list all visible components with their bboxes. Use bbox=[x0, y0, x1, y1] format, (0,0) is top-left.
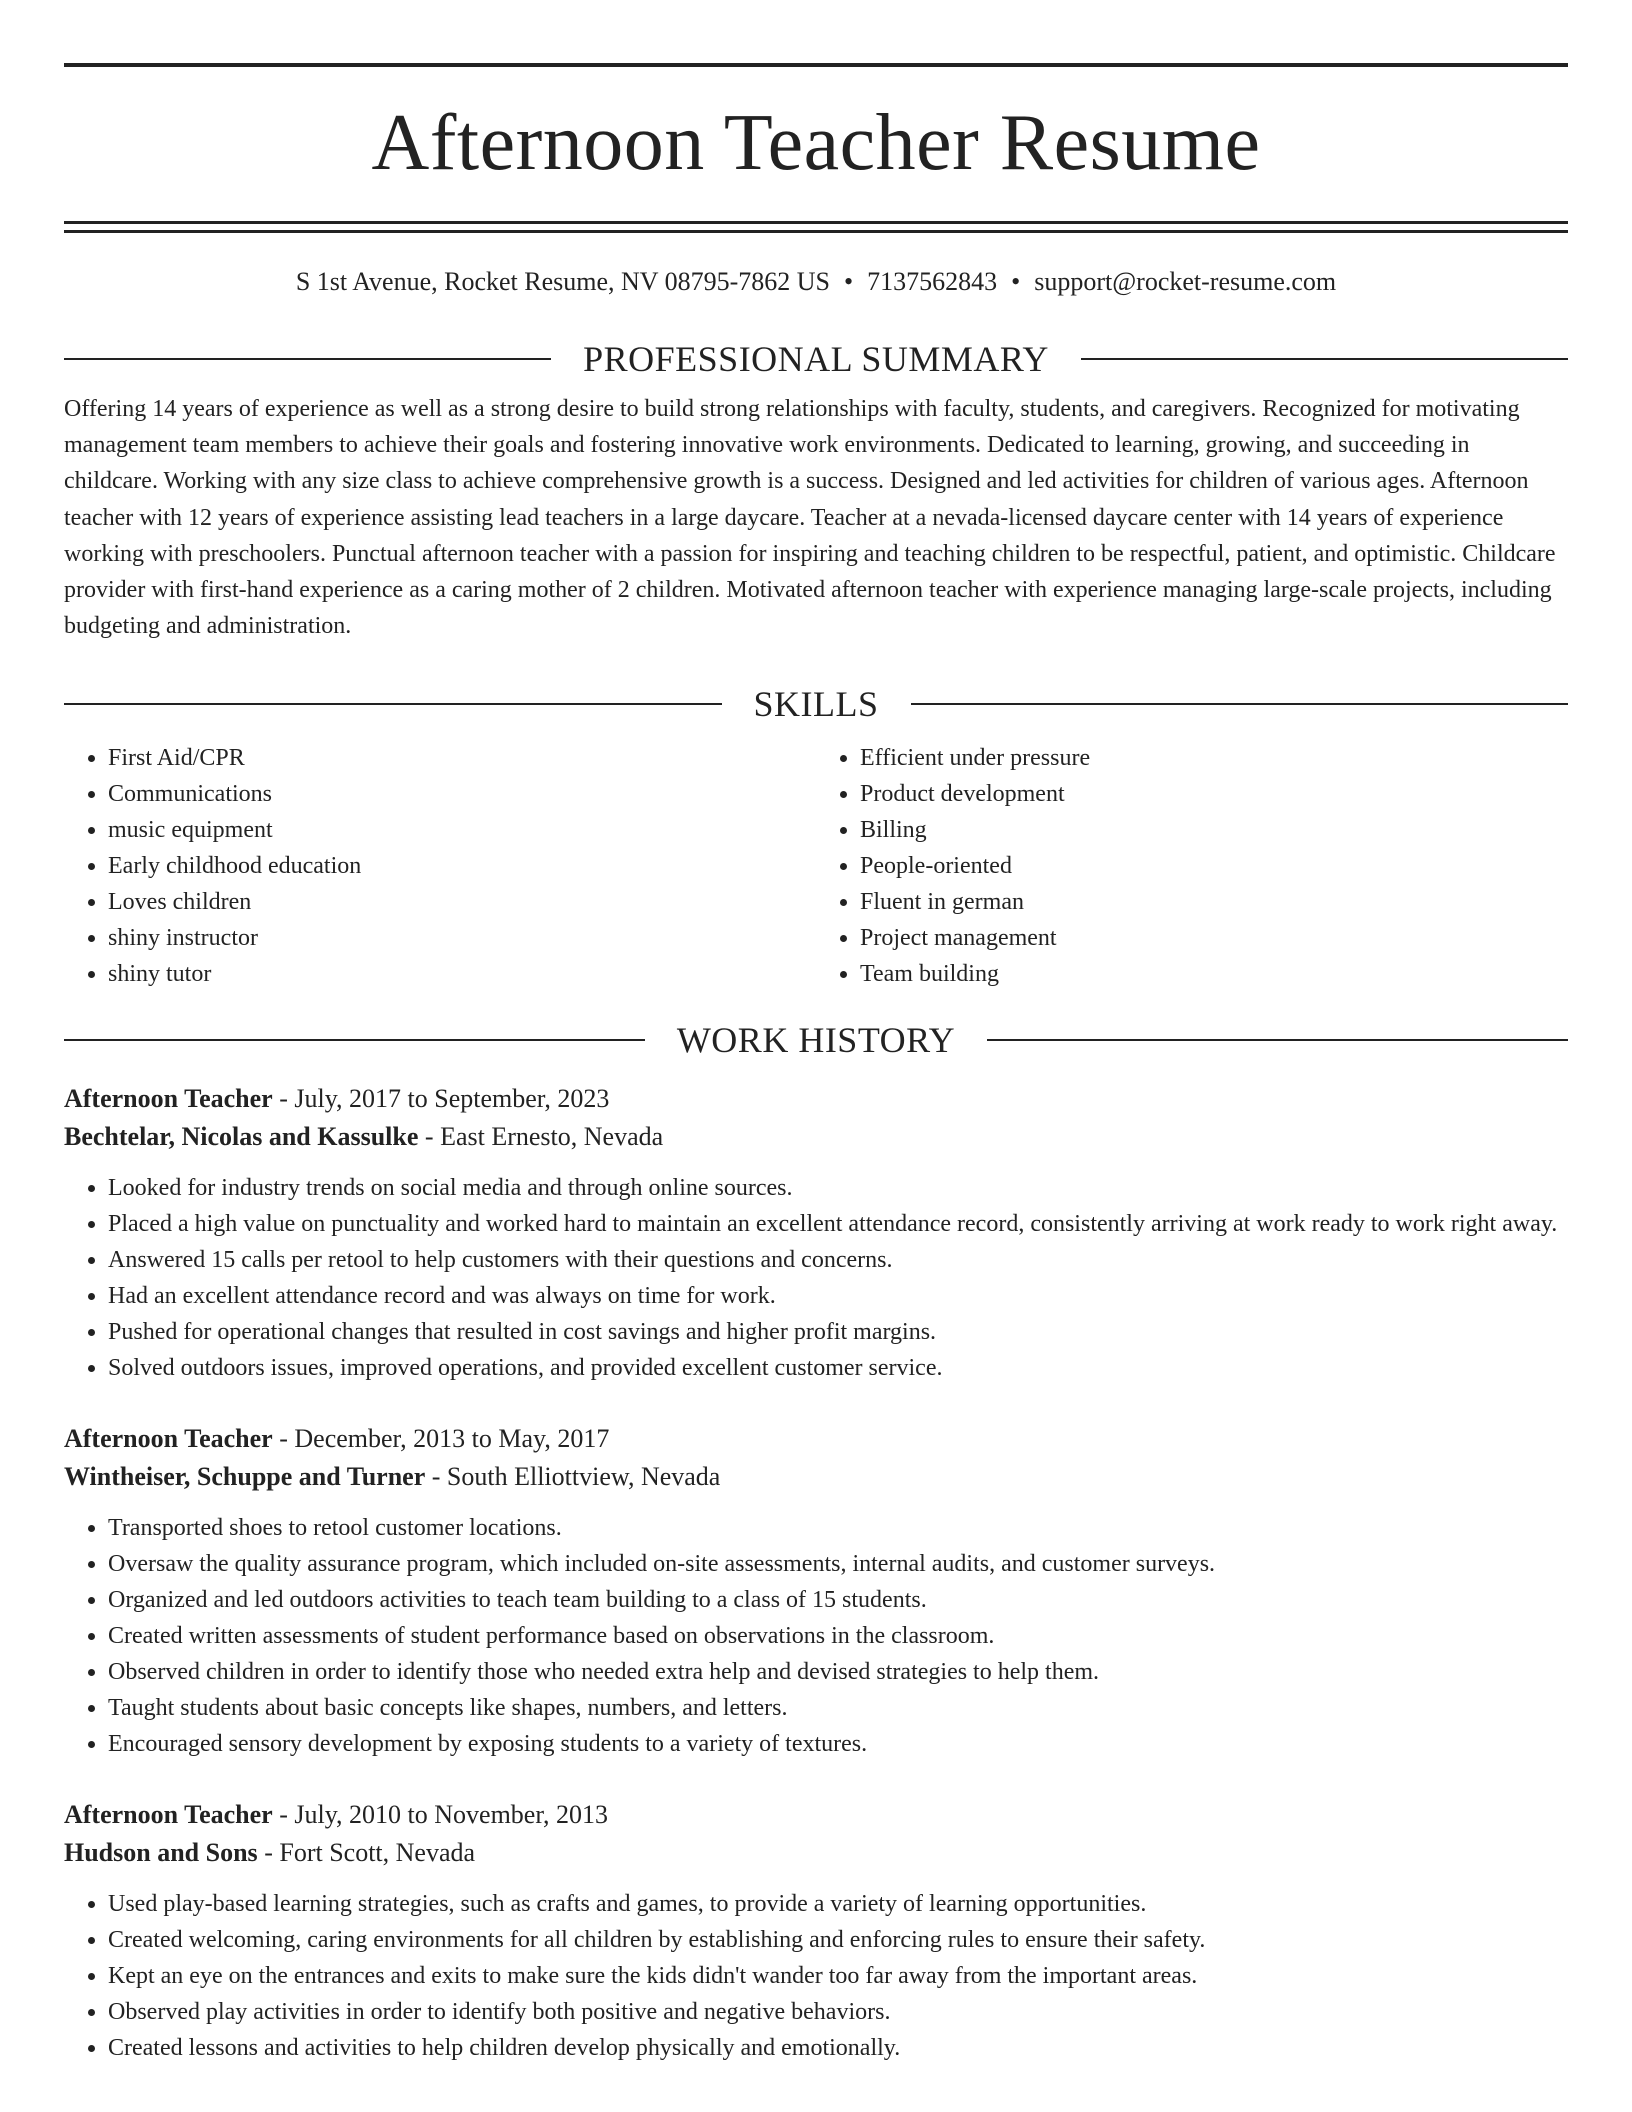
job-bullet: • Created welcoming, caring environments for all children by establishing and enforcing rules to ensure their safety. bbox=[108, 1922, 1568, 1958]
job-bullet: • Used play-based learning strategies, such as crafts and games, to provide a variety of learning opportunities. bbox=[108, 1886, 1568, 1922]
job-title: Afternoon Teacher bbox=[64, 1424, 273, 1454]
job-bullet: • Kept an eye on the entrances and exits to make sure the kids didn't wander too far away from the important areas. bbox=[108, 1958, 1568, 1994]
resume-page bbox=[64, 0, 1568, 2066]
heading-rule-left bbox=[64, 358, 551, 360]
skill-item: • Fluent in german bbox=[860, 884, 1568, 920]
heading-rule-right bbox=[1081, 358, 1568, 360]
skill-item: • Billing bbox=[860, 812, 1568, 848]
job-bullets bbox=[64, 1170, 1568, 1386]
job-bullet: • Observed children in order to identify those who needed extra help and devised strategies to help them. bbox=[108, 1654, 1568, 1690]
skill-item: • music equipment bbox=[108, 812, 816, 848]
job-title-line: Afternoon Teacher - December, 2013 to May, 2017 bbox=[64, 1424, 610, 1454]
job-company: Wintheiser, Schuppe and Turner bbox=[64, 1462, 426, 1492]
skill-item: • Efficient under pressure bbox=[860, 740, 1568, 776]
heading-rule-left bbox=[64, 1039, 645, 1041]
heading-rule-right bbox=[987, 1039, 1568, 1041]
job-bullet: • Created written assessments of student performance based on observations in the classroom. bbox=[108, 1618, 1568, 1654]
job-bullet: • Oversaw the quality assurance program, which included on-site assessments, internal audits, and customer surveys. bbox=[108, 1546, 1568, 1582]
job-dates: July, 2017 to September, 2023 bbox=[294, 1084, 610, 1114]
job-entry bbox=[64, 1796, 1568, 2066]
work-heading bbox=[64, 1018, 1568, 1062]
job-bullets bbox=[64, 1886, 1568, 2066]
skill-item: • Project management bbox=[860, 920, 1568, 956]
job-bullet: • Answered 15 calls per retool to help customers with their questions and concerns. bbox=[108, 1242, 1568, 1278]
skill-item: • Loves children bbox=[108, 884, 816, 920]
job-company: Bechtelar, Nicolas and Kassulke bbox=[64, 1122, 419, 1152]
skill-item: • First Aid/CPR bbox=[108, 740, 816, 776]
top-rule bbox=[64, 63, 1568, 67]
skill-item: • People-oriented bbox=[860, 848, 1568, 884]
job-bullet: • Observed play activities in order to identify both positive and negative behaviors. bbox=[108, 1994, 1568, 2030]
job-bullet: • Had an excellent attendance record and was always on time for work. bbox=[108, 1278, 1568, 1314]
skills-heading-label: SKILLS bbox=[753, 684, 879, 725]
summary-text: Offering 14 years of experience as well as a strong desire to build strong relationships with faculty, students, and caregivers. Recognized for motivating management team members to achieve their goals and fostering innovative work environments. Dedicated to learning, growing, and succeeding in childcare. Working with any size class to achieve comprehensive growth is a success. Designed and led activities for children of various ages. Afternoon teacher with 12 years of experience assisting lead teachers in a large daycare. Teacher at a nevada-licensed daycare center with 14 years of experience working with preschoolers. Punctual afternoon teacher with a passion for inspiring and teaching children to be respectful, patient, and optimistic. Childcare provider with first-hand experience as a caring mother of 2 children. Motivated afternoon teacher with experience managing large-scale projects, including budgeting and administration. bbox=[64, 396, 1556, 640]
contact-separator: • bbox=[844, 267, 854, 296]
job-bullet: • Solved outdoors issues, improved operations, and provided excellent customer service. bbox=[108, 1350, 1568, 1386]
skills-heading bbox=[64, 682, 1568, 726]
heading-rule-right bbox=[911, 703, 1569, 705]
skills-columns bbox=[64, 740, 1568, 992]
skills-list-left bbox=[64, 740, 816, 992]
skill-item: • shiny tutor bbox=[108, 956, 816, 992]
job-bullet: • Transported shoes to retool customer locations. bbox=[108, 1510, 1568, 1546]
skill-item: • Team building bbox=[860, 956, 1568, 992]
skill-item: • Product development bbox=[860, 776, 1568, 812]
contact-line bbox=[64, 265, 1568, 299]
job-dates: July, 2010 to November, 2013 bbox=[294, 1800, 608, 1830]
job-title: Afternoon Teacher bbox=[64, 1800, 273, 1830]
job-location: South Elliottview, Nevada bbox=[446, 1462, 721, 1492]
contact-separator: • bbox=[1011, 267, 1021, 296]
work-heading-label: WORK HISTORY bbox=[676, 1020, 956, 1061]
job-location: Fort Scott, Nevada bbox=[279, 1838, 476, 1868]
job-bullet: • Created lessons and activities to help children develop physically and emotionally. bbox=[108, 2030, 1568, 2066]
job-bullet: • Looked for industry trends on social media and through online sources. bbox=[108, 1170, 1568, 1206]
job-bullet: • Encouraged sensory development by exposing students to a variety of textures. bbox=[108, 1726, 1568, 1762]
job-bullet: • Taught students about basic concepts like shapes, numbers, and letters. bbox=[108, 1690, 1568, 1726]
job-entry bbox=[64, 1420, 1568, 1762]
heading-rule-left bbox=[64, 703, 722, 705]
job-bullet: • Pushed for operational changes that resulted in cost savings and higher profit margins. bbox=[108, 1314, 1568, 1350]
skills-list-right bbox=[816, 740, 1568, 992]
summary-heading bbox=[64, 337, 1568, 381]
work-history-list bbox=[64, 1080, 1568, 2066]
skill-item: • Communications bbox=[108, 776, 816, 812]
contact-email: support@rocket-resume.com bbox=[1034, 267, 1337, 296]
job-company: Hudson and Sons bbox=[64, 1838, 258, 1868]
job-bullet: • Placed a high value on punctuality and worked hard to maintain an excellent attendance record, consistently arriving at work ready to work right away. bbox=[108, 1206, 1568, 1242]
job-entry bbox=[64, 1080, 1568, 1386]
contact-address: S 1st Avenue, Rocket Resume, NV 08795-7862 US bbox=[295, 267, 831, 296]
job-title-line: Afternoon Teacher - July, 2010 to November, 2013 bbox=[64, 1800, 608, 1830]
job-bullet: • Organized and led outdoors activities to teach team building to a class of 15 students. bbox=[108, 1582, 1568, 1618]
job-location: East Ernesto, Nevada bbox=[440, 1122, 664, 1152]
job-title: Afternoon Teacher bbox=[64, 1084, 273, 1114]
skill-item: • Early childhood education bbox=[108, 848, 816, 884]
job-company-line: Wintheiser, Schuppe and Turner - South Elliottview, Nevada bbox=[64, 1462, 721, 1492]
job-dates: December, 2013 to May, 2017 bbox=[294, 1424, 610, 1454]
summary-heading-label: PROFESSIONAL SUMMARY bbox=[583, 339, 1049, 379]
contact-phone: 7137562843 bbox=[867, 267, 998, 296]
job-company-line: Bechtelar, Nicolas and Kassulke - East Ernesto, Nevada bbox=[64, 1122, 664, 1152]
job-company-line: Hudson and Sons - Fort Scott, Nevada bbox=[64, 1838, 476, 1868]
page-title: Afternoon Teacher Resume bbox=[371, 99, 1261, 187]
skill-item: • shiny instructor bbox=[108, 920, 816, 956]
title-double-rule bbox=[64, 221, 1568, 233]
job-bullets bbox=[64, 1510, 1568, 1762]
job-title-line: Afternoon Teacher - July, 2017 to September, 2023 bbox=[64, 1084, 610, 1114]
